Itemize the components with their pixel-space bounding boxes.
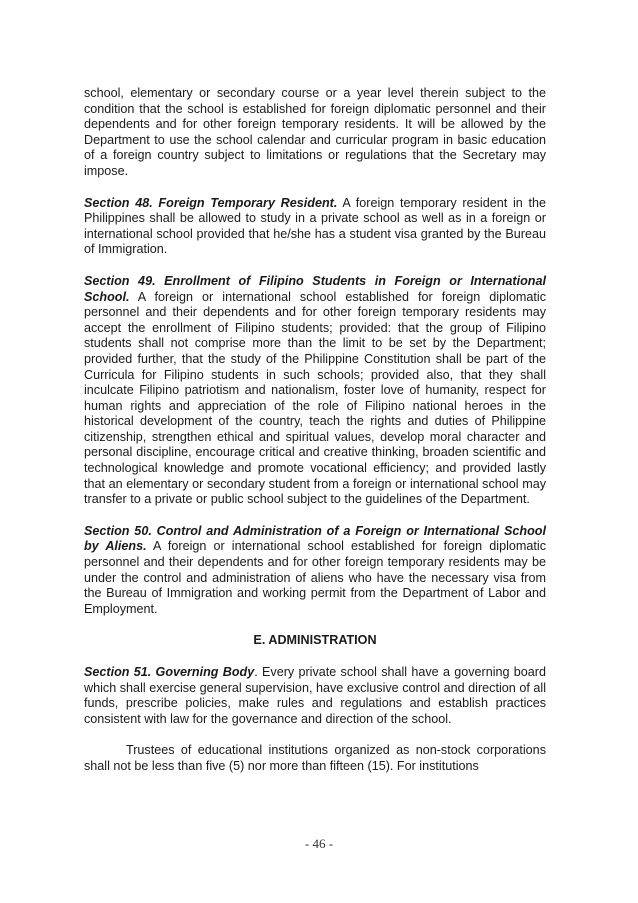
section-50-title: Section 50. Control and Administration of a Foreign or International School by Aliens. bbox=[84, 523, 546, 554]
heading-administration: E. ADMINISTRATION bbox=[253, 633, 377, 648]
section-49-body: A foreign or international school established for foreign diplomatic personnel and their dependents and for other foreign temporary residents may accept the enrollment of Filipino students; provided: that the group of Filipino students shall not comprise more than the limit to be set by the Department; provided further, that the study of the Philippine Constitution shall be part of the Curricula for Filipino students in such schools; provided also, that they shall inculcate Filipino patriotism and nationalism, foster love of humanity, respect for human rights and appreciation of the role of Filipino national heroes in the historical development of the country, teach the rights and duties of Philippine citizenship, strengthen ethical and spiritual values, develop moral character and personal discipline, encourage critical and creative thinking, broaden scientific and technological knowledge and promote vocational efficiency; and provided lastly that an elementary or secondary student from a foreign or international school may transfer to a private or public school subject to the guidelines of the Department. bbox=[84, 289, 546, 507]
paragraph-trustees: Trustees of educational institutions organized as non-stock corporations shall not be less than five (5) nor more than fifteen (15). For institutions bbox=[84, 743, 546, 773]
section-48-body: A foreign temporary resident in the Philippines shall be allowed to study in a private school as well as in a foreign or international school provided that he/she has a student visa granted by the Bureau of Immigration. bbox=[84, 195, 546, 257]
section-49 bbox=[84, 274, 546, 508]
section-49-title: Section 49. Enrollment of Filipino Students in Foreign or International School. bbox=[84, 273, 546, 304]
section-51-title: Section 51. Governing Body bbox=[84, 665, 255, 679]
paragraph-text: school, elementary or secondary course or a year level therein subject to the condition that the school is established for foreign diplomatic personnel and their dependents and for other foreign temporary residents. It will be allowed by the Department to use the school calendar and curricular program in basic education of a foreign country subject to limitations or regulations that the Secretary may impose. bbox=[84, 86, 546, 178]
paragraph-continuation bbox=[84, 86, 546, 180]
section-48 bbox=[84, 196, 546, 258]
section-51 bbox=[84, 665, 546, 727]
page-number: - 46 - bbox=[304, 836, 334, 851]
section-51-body: . Every private school shall have a governing board which shall exercise general supervision, have exclusive control and direction of all funds, prescribe policies, make rules and regulations and establish practices consistent with law for the governance and direction of the school. bbox=[84, 665, 546, 726]
section-50-body: A foreign or international school established for foreign diplomatic personnel and their dependents and for other foreign temporary residents may be under the control and administration of aliens who have the necessary visa from the Bureau of Immigration and working permit from the Department of Labor and Employment. bbox=[84, 539, 546, 616]
document-body bbox=[84, 86, 546, 775]
section-48-title: Section 48. Foreign Temporary Resident. bbox=[84, 195, 338, 210]
section-50 bbox=[84, 524, 546, 618]
